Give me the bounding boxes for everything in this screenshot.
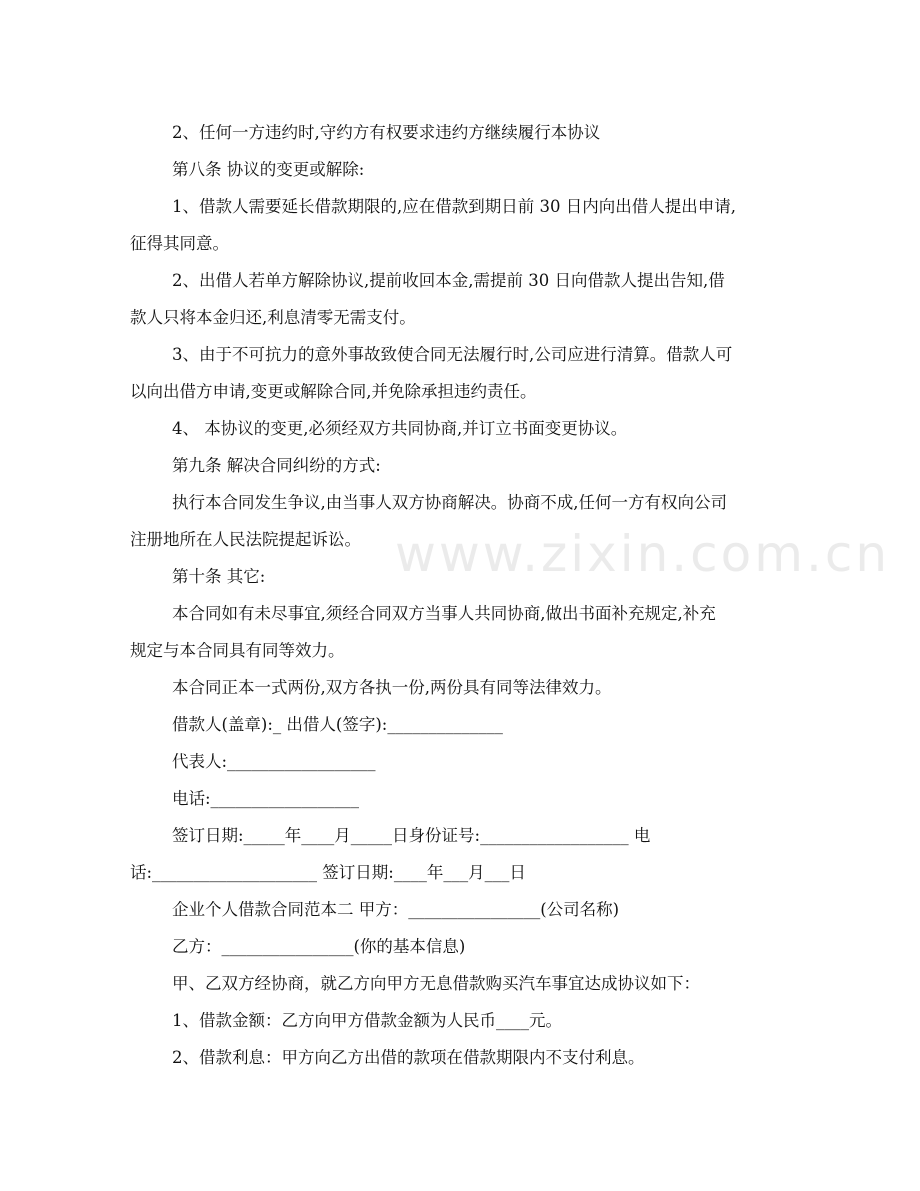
article-9-body-line-1: 执行本合同发生争议,由当事人双方协商解决。协商不成,任何一方有权向公司 bbox=[172, 493, 727, 512]
clause-7-item-2: 2、任何一方违约时,守约方有权要求违约方继续履行本协议 bbox=[172, 123, 601, 142]
article-8-item-4: 4、 本协议的变更,必须经双方共同协商,并订立书面变更协议。 bbox=[172, 419, 628, 438]
article-8-item-1-line-1: 1、借款人需要延长借款期限的,应在借款到期日前 30 日内向出借人提出申请, bbox=[172, 197, 736, 216]
template-2-party-b: 乙方：________________(你的基本信息) bbox=[172, 937, 466, 956]
article-8-item-1-line-2: 征得其同意。 bbox=[130, 234, 229, 253]
copies-statement: 本合同正本一式两份,双方各执一份,两份具有同等法律效力。 bbox=[172, 678, 612, 697]
article-8-item-3-line-2: 以向出借方申请,变更或解除合同,并免除承担违约责任。 bbox=[130, 382, 537, 401]
article-9-heading: 第九条 解决合同纠纷的方式: bbox=[172, 456, 381, 475]
article-10-heading: 第十条 其它: bbox=[172, 567, 266, 586]
document-body bbox=[130, 114, 790, 1076]
signature-date-id-line-2: 话:____________________ 签订日期:____年___月___日 bbox=[130, 863, 526, 882]
template-2-title-party-a: 企业个人借款合同范本二 甲方：________________(公司名称) bbox=[172, 900, 620, 919]
signature-borrower-lender: 借款人(盖章):_ 出借人(签字):______________ bbox=[172, 715, 503, 734]
article-8-item-3-line-1: 3、由于不可抗力的意外事故致使合同无法履行时,公司应进行清算。借款人可 bbox=[172, 345, 733, 364]
article-10-body-line-1: 本合同如有未尽事宜,须经合同双方当事人共同协商,做出书面补充规定,补充 bbox=[172, 604, 716, 623]
template-2-loan-amount: 1、借款金额：乙方向甲方借款金额为人民币____元。 bbox=[172, 1011, 562, 1030]
article-10-body-line-2: 规定与本合同具有同等效力。 bbox=[130, 641, 345, 660]
signature-date-id-line-1: 签订日期:_____年____月_____日身份证号:__________________ 电 bbox=[172, 826, 651, 845]
signature-phone: 电话:__________________ bbox=[172, 789, 360, 808]
template-2-intro: 甲、乙双方经协商，就乙方向甲方无息借款购买汽车事宜达成协议如下： bbox=[172, 974, 700, 993]
article-8-item-2-line-2: 款人只将本金归还,利息清零无需支付。 bbox=[130, 308, 416, 327]
article-9-body-line-2: 注册地所在人民法院提起诉讼。 bbox=[130, 530, 361, 549]
article-8-heading: 第八条 协议的变更或解除: bbox=[172, 160, 365, 179]
article-8-item-2-line-1: 2、出借人若单方解除协议,提前收回本金,需提前 30 日向借款人提出告知,借 bbox=[172, 271, 725, 290]
template-2-loan-interest: 2、借款利息：甲方向乙方出借的款项在借款期限内不支付利息。 bbox=[172, 1048, 645, 1067]
signature-representative: 代表人:__________________ bbox=[172, 752, 376, 771]
watermark: www.zixin.com.cn bbox=[395, 525, 891, 583]
